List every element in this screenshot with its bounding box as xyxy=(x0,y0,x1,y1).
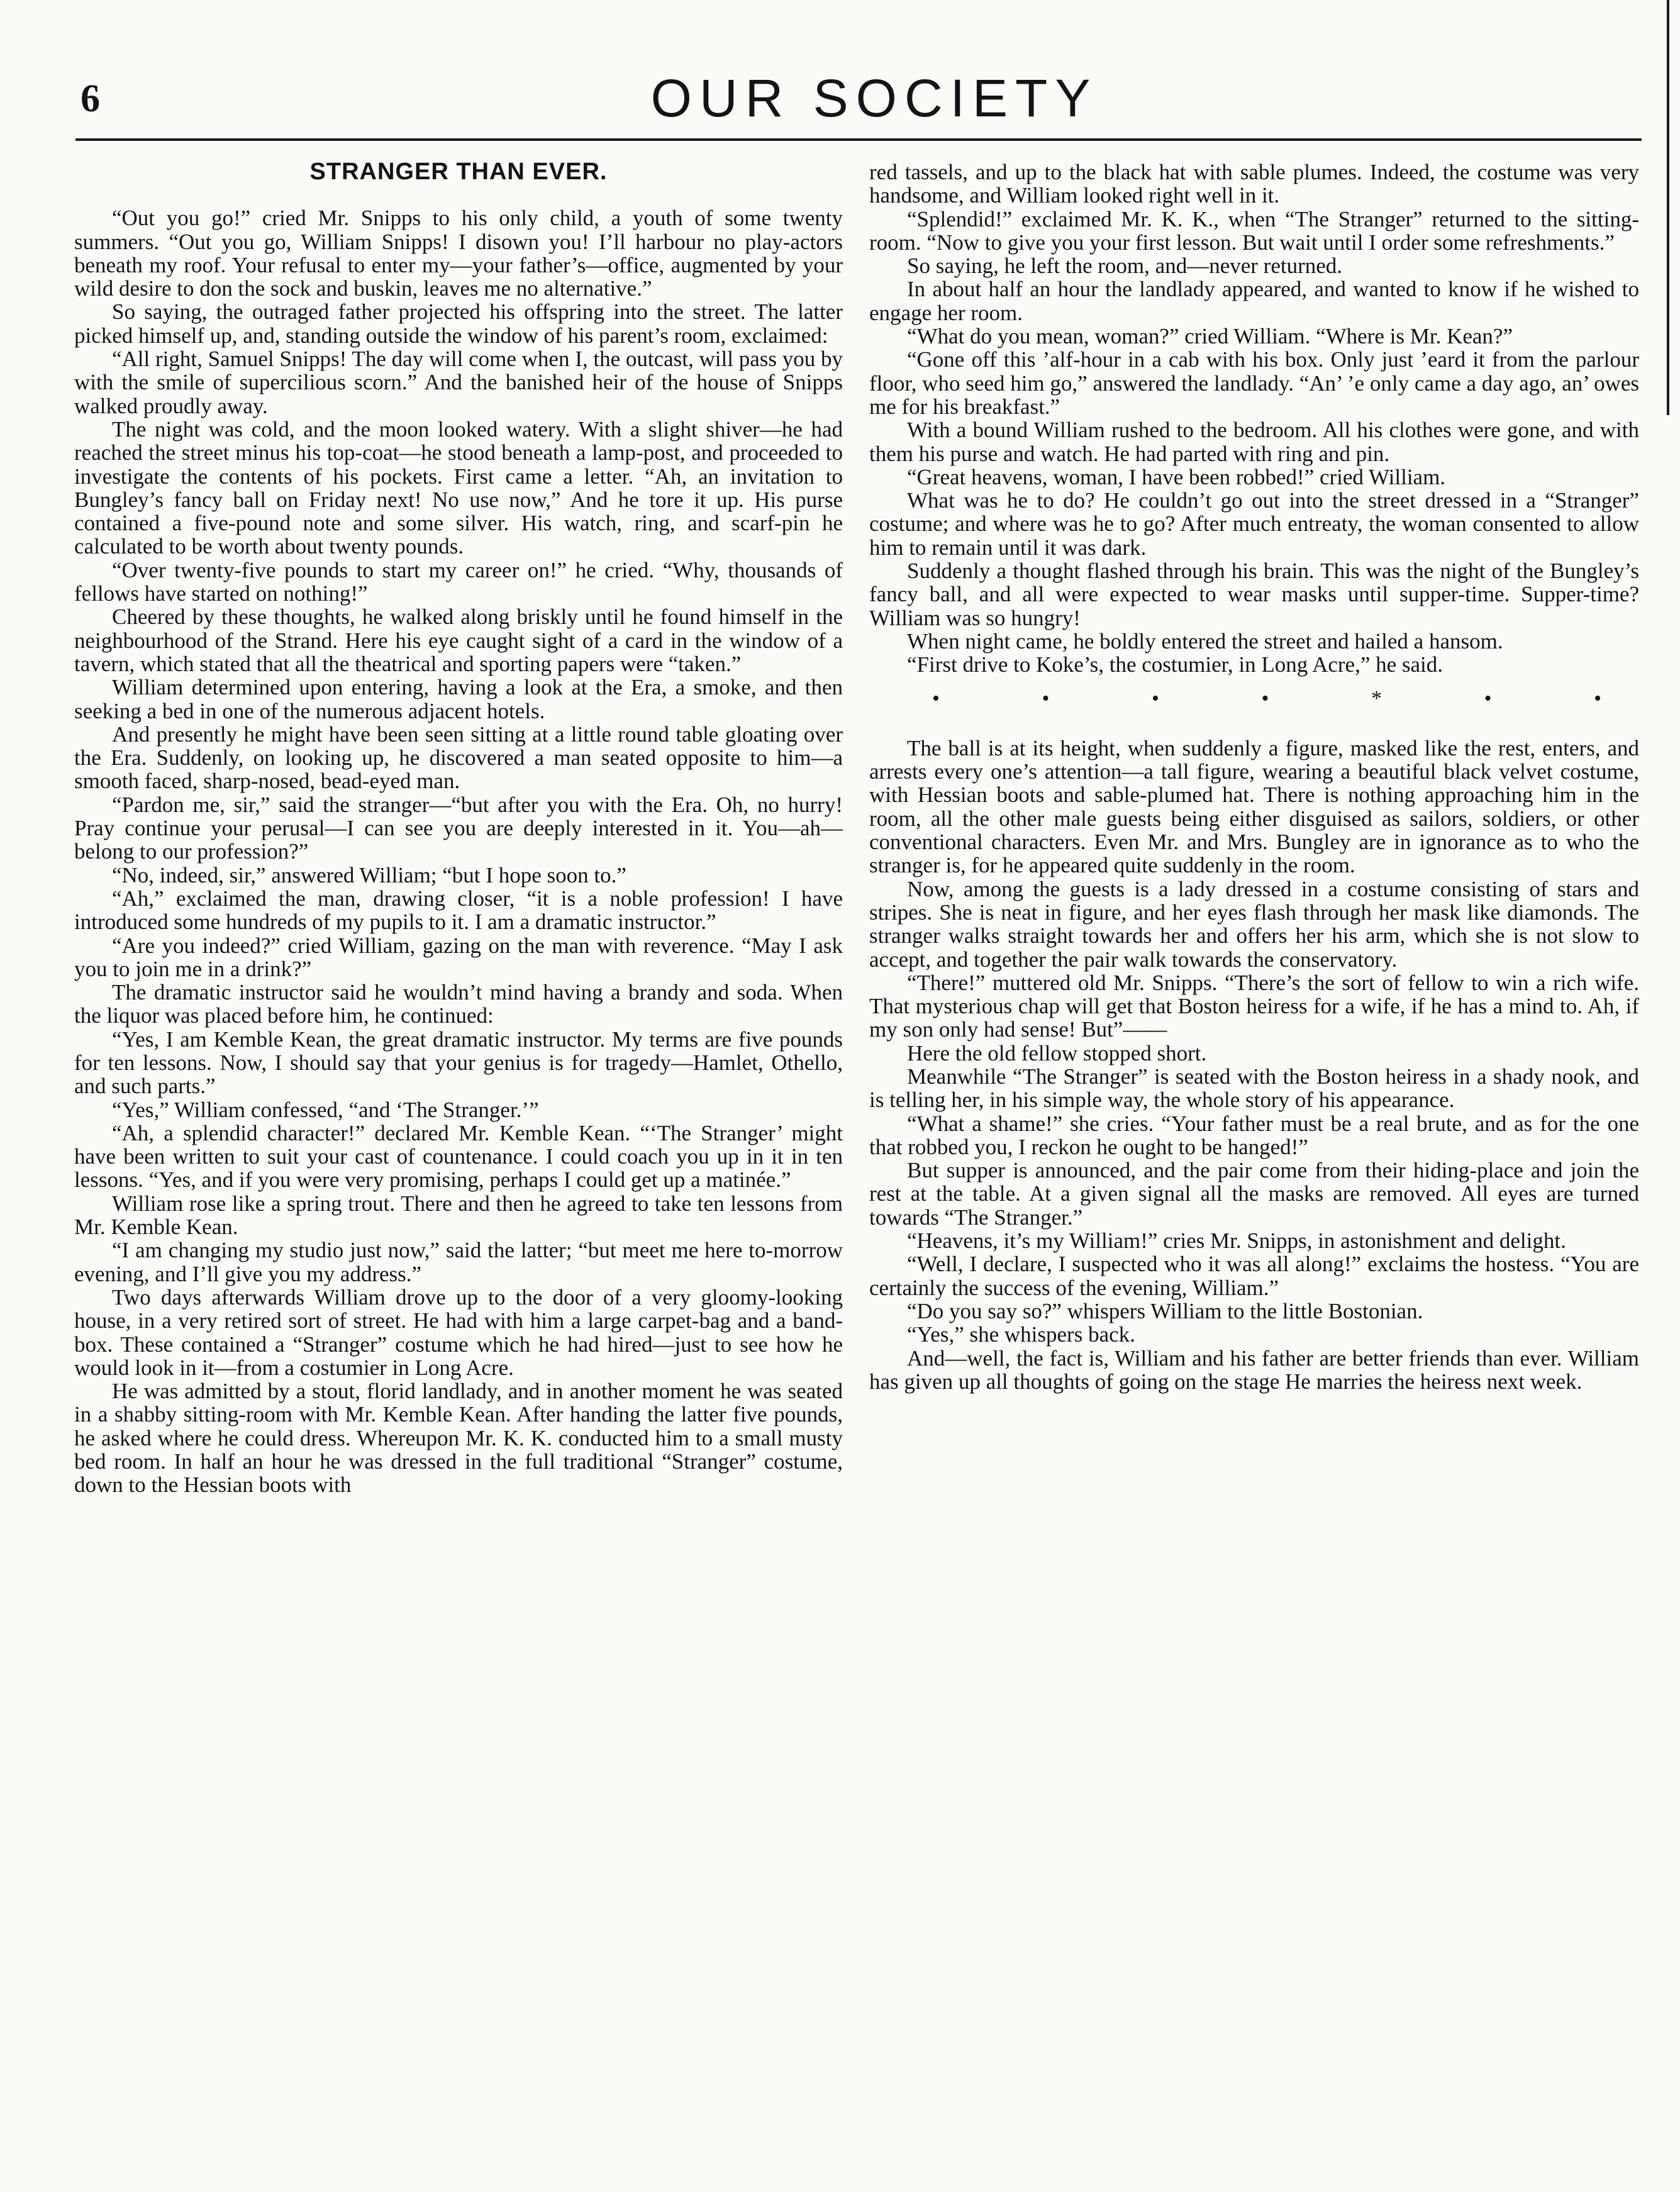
paragraph: “No, indeed, sir,” answered William; “but I hope soon to.” xyxy=(112,862,626,887)
paragraph: And—well, the fact is, William and his father are better friends than ever. William has given up all thoughts of going on the stage He marries the heiress next week. xyxy=(869,1345,1639,1394)
paragraph: The ball is at its height, when suddenly a figure, masked like the rest, enters, and arrests every one’s attention—a tall figure, wearing a beautiful black velvet costume, with Hessian boots and sable-plumed hat. There is nothing approaching him in the room, all the other male guests being either disguised as sailors, soldiers, or other conventional characters. Even Mr. and Mrs. Bungley are in ignorance as to who the stranger is, for he appeared quite suddenly in the room. xyxy=(869,735,1639,878)
page-number: 6 xyxy=(81,77,100,120)
paragraph: “Are you indeed?” cried William, gazing on the man with reverence. “May I ask you to join me in a drink?” xyxy=(74,933,843,981)
paragraph: He was admitted by a stout, florid landlady, and in another moment he was seated in a shabby sitting-room with Mr. Kemble Kean. After handing the latter five pounds, he asked where he could dress. Whereupon Mr. K. K. conducted him to a small musty bed room. In half an hour he was dressed in the full traditional “Stranger” costume, down to the Hessian boots with xyxy=(74,1379,843,1498)
paragraph: But supper is announced, and the pair come from their hiding-place and join the rest at the table. At a given signal all the masks are removed. All eyes are turned towards “The Stranger.” xyxy=(869,1158,1639,1230)
paragraph: “What do you mean, woman?” cried William. “Where is Mr. Kean?” xyxy=(907,324,1513,349)
left-column-paragraphs xyxy=(74,206,843,1496)
publication-title: OUR SOCIETY xyxy=(650,69,1098,128)
paragraph: And presently he might have been seen sitting at a little round table gloating over the Era. Suddenly, on looking up, he discovered a man seated opposite to him—a smooth faced, sharp-nosed, bead-eyed man. xyxy=(74,721,843,794)
paragraph: “There!” muttered old Mr. Snipps. “There’s the sort of fellow to win a rich wife. That mysterious chap will get that Boston heiress for a wife, if he has a mind to. Ah, if my son only had sense! But”—— xyxy=(869,970,1639,1042)
paragraph: “Out you go!” cried Mr. Snipps to his only child, a youth of some twenty summers. “Out you go, William Snipps! I disown you! I’ll harbour no play-actors beneath my roof. Your refusal to enter my—your father’s—office, augmented by your wild desire to don the sock and buskin, leaves me no alternative.” xyxy=(74,206,843,301)
paragraph: “All right, Samuel Snipps! The day will come when I, the outcast, will pass you by with the smile of supercilious scorn.” And the banished heir of the house of Snipps walked proudly away. xyxy=(74,347,843,418)
paragraph: “Yes,” she whispers back. xyxy=(907,1322,1135,1347)
header-rule xyxy=(75,138,1642,141)
paragraph: So saying, the outraged father projected his offspring into the street. The latter picked himself up, and, standing outside the window of his parent’s room, exclaimed: xyxy=(74,299,843,348)
right-column-bottom-paragraphs xyxy=(869,737,1639,1393)
paragraph: Now, among the guests is a lady dressed in a costume consisting of stars and stripes. She is neat in figure, and her eyes flash through her mask like diamonds. The stranger walks straight towards her and offers her his arm, which she is not slow to accept, and together the pair walk towards the conservatory. xyxy=(869,876,1639,972)
star-ornament: • xyxy=(1594,686,1601,710)
paragraph: In about half an hour the landlady appeared, and wanted to know if he wished to engage her room. xyxy=(869,277,1639,325)
star-ornament: • xyxy=(1484,686,1492,710)
star-ornament: • xyxy=(1261,686,1269,710)
paragraph: The dramatic instructor said he wouldn’t mind having a brandy and soda. When the liquor was placed before him, he continued: xyxy=(74,980,843,1028)
paragraph: Suddenly a thought flashed through his brain. This was the night of the Bungley’s fancy ball, and all were expected to wear masks until supper-time. Supper-time? William was so hungry! xyxy=(869,559,1639,630)
paragraph: Meanwhile “The Stranger” is seated with the Boston heiress in a shady nook, and is telling her, in his simple way, the whole story of his appearance. xyxy=(869,1064,1639,1113)
paragraph: “Gone off this ’alf-hour in a cab with his box. Only just ’eard it from the parlour floor, who seed him go,” answered the landlady. “An’ ’e only came a day ago, an’ owes me for his breakfast.” xyxy=(869,347,1639,419)
star-ornament: • xyxy=(1152,686,1159,710)
paragraph: So saying, he left the room, and—never returned. xyxy=(907,253,1343,279)
paragraph: “Pardon me, sir,” said the stranger—“but after you with the Era. Oh, no hurry! Pray continue your perusal—I can see you are deeply interested in it. You—ah—belong to our profession?” xyxy=(74,792,843,864)
right-column-top-paragraphs xyxy=(869,160,1639,677)
paragraph: “Splendid!” exclaimed Mr. K. K., when “The Stranger” returned to the sitting-room. “Now to give you your first lesson. But wait until I order some refreshments.” xyxy=(869,206,1639,255)
paragraph: “Ah, a splendid character!” declared Mr. Kemble Kean. “‘The Stranger’ might have been written to suit your cast of countenance. I could coach you up in it in ten lessons. “Yes, and if you were very promising, perhaps I could get up a matinée.” xyxy=(74,1120,843,1193)
right-column xyxy=(869,160,1639,1393)
paragraph: “Well, I declare, I suspected who it was all along!” exclaims the hostess. “You are certainly the success of the evening, William.” xyxy=(869,1252,1639,1300)
paragraph: “Heavens, it’s my William!” cries Mr. Snipps, in astonishment and delight. xyxy=(907,1228,1566,1254)
paragraph: “Ah,” exclaimed the man, drawing closer, “it is a noble profession! I have introduced some hundreds of my pupils to it. I am a dramatic instructor.” xyxy=(74,886,843,935)
article-title: STRANGER THAN EVER. xyxy=(309,159,608,185)
paragraph: When night came, he boldly entered the street and hailed a hansom. xyxy=(907,628,1503,654)
paragraph: “I am changing my studio just now,” said the latter; “but meet me here to-morrow evening, and I’ll give you my address.” xyxy=(74,1238,843,1286)
paragraph: “First drive to Koke’s, the costumier, in Long Acre,” he said. xyxy=(907,652,1444,677)
paragraph: Two days afterwards William drove up to the door of a very gloomy-looking house, in a very retired sort of street. He had with him a large carpet-bag and a band-box. These contained a “Stranger” costume which he had hired—just to see how he would look in it—from a costumier in Long Acre. xyxy=(74,1284,843,1380)
paragraph: “Do you say so?” whispers William to the little Bostonian. xyxy=(907,1298,1423,1323)
paragraph: What was he to do? He couldn’t go out into the street dressed in a “Stranger” costume; and where was he to go? After much entreaty, the woman consented to allow him to remain until it was dark. xyxy=(869,488,1639,560)
left-column xyxy=(74,160,843,1497)
paragraph: Here the old fellow stopped short. xyxy=(907,1040,1207,1065)
paragraph: red tassels, and up to the black hat with sable plumes. Indeed, the costume was very handsome, and William looked right well in it. xyxy=(869,160,1639,208)
star-ornament: • xyxy=(1042,686,1050,710)
star-ornament: * xyxy=(1371,686,1382,710)
section-break-stars xyxy=(869,683,1639,710)
paragraph: With a bound William rushed to the bedroom. All his clothes were gone, and with them his purse and watch. He had parted with ring and pin. xyxy=(869,418,1639,466)
paragraph: The night was cold, and the moon looked watery. With a slight shiver—he had reached the street minus his top-coat—he stood beneath a lamp-post, and proceeded to investigate the contents of his pockets. First came a letter. “Ah, an invitation to Bungley’s fancy ball on Friday next! No use now,” And he tore it up. His purse contained a five-pound note and some silver. His watch, ring, and scarf-pin he calculated to be worth about twenty pounds. xyxy=(74,416,843,559)
paragraph: “Great heavens, woman, I have been robbed!” cried William. xyxy=(907,464,1446,489)
star-ornament: • xyxy=(932,686,940,710)
paragraph: “Yes, I am Kemble Kean, the great dramatic instructor. My terms are five pounds for ten lessons. Now, I should say that your genius is for tragedy—Hamlet, Othello, and such parts.” xyxy=(74,1026,843,1099)
paragraph: “Over twenty-five pounds to start my career on!” he cried. “Why, thousands of fellows have started on nothing!” xyxy=(74,557,843,606)
paragraph: “Yes,” William confessed, “and ‘The Stranger.’” xyxy=(112,1097,539,1122)
paragraph: William determined upon entering, having a look at the Era, a smoke, and then seeking a bed in one of the numerous adjacent hotels. xyxy=(74,675,843,723)
paragraph: William rose like a spring trout. There and then he agreed to take ten lessons from Mr. Kemble Kean. xyxy=(74,1191,843,1240)
paragraph: “What a shame!” she cries. “Your father must be a real brute, and as for the one that robbed you, I reckon he ought to be hanged!” xyxy=(869,1111,1639,1159)
page-edge-rule xyxy=(1667,0,1669,415)
paragraph: Cheered by these thoughts, he walked along briskly until he found himself in the neighbourhood of the Strand. Here his eye caught sight of a card in the window of a tavern, which stated that all the theatrical and sporting papers were “taken.” xyxy=(74,604,843,676)
